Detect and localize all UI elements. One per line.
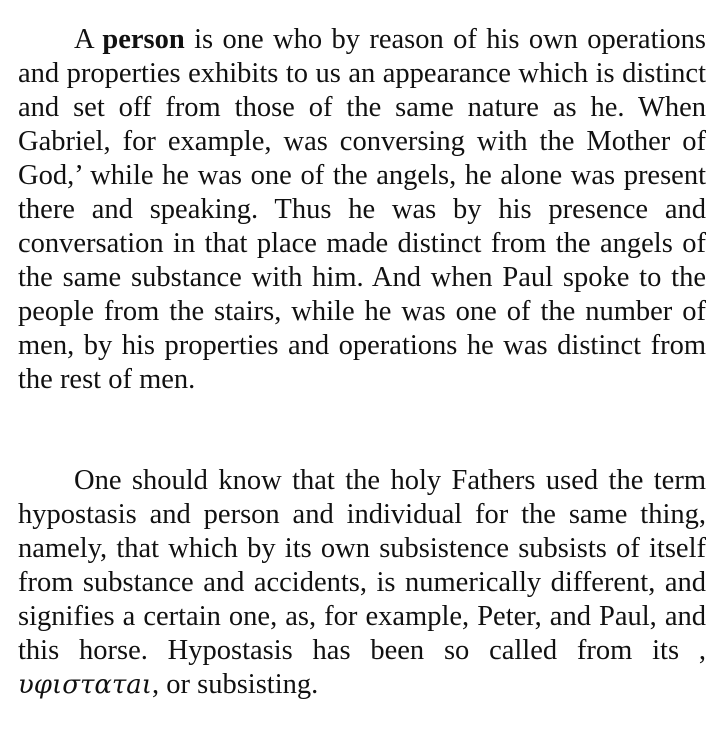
paragraph-person-definition <box>18 23 706 397</box>
paragraph-body: One should know that the holy Fathers used the term hypostasis and person and individual for the same thing, namely, that which by its own subsistence subsists of itself from substance and accidents, is numerically different, and signifies a certain one, as, for example, Peter, and Paul, and this horse. Hypostasis has been so called from its , <box>18 465 706 666</box>
paragraph-hypostasis <box>18 464 706 702</box>
bold-term-person: person <box>102 24 185 55</box>
paragraph-tail: , or subsisting. <box>151 669 319 700</box>
greek-term: υφιστατaι <box>18 670 152 700</box>
paragraph-body: is one who by reason of his own operations and properties exhibits to us an appearance which is distinct and set off from those of the same nature as he. When Gabriel, for example, was conversing with the Mother of God,’ while he was one of the angels, he alone was present there and speaking. Thus he was by his presence and conversation in that place made distinct from the angels of the same substance with him. And when Paul spoke to the people from the stairs, while he was one of the number of men, by his properties and operations he was distinct from the rest of men. <box>18 24 707 395</box>
paragraph-lead: A <box>74 24 103 55</box>
